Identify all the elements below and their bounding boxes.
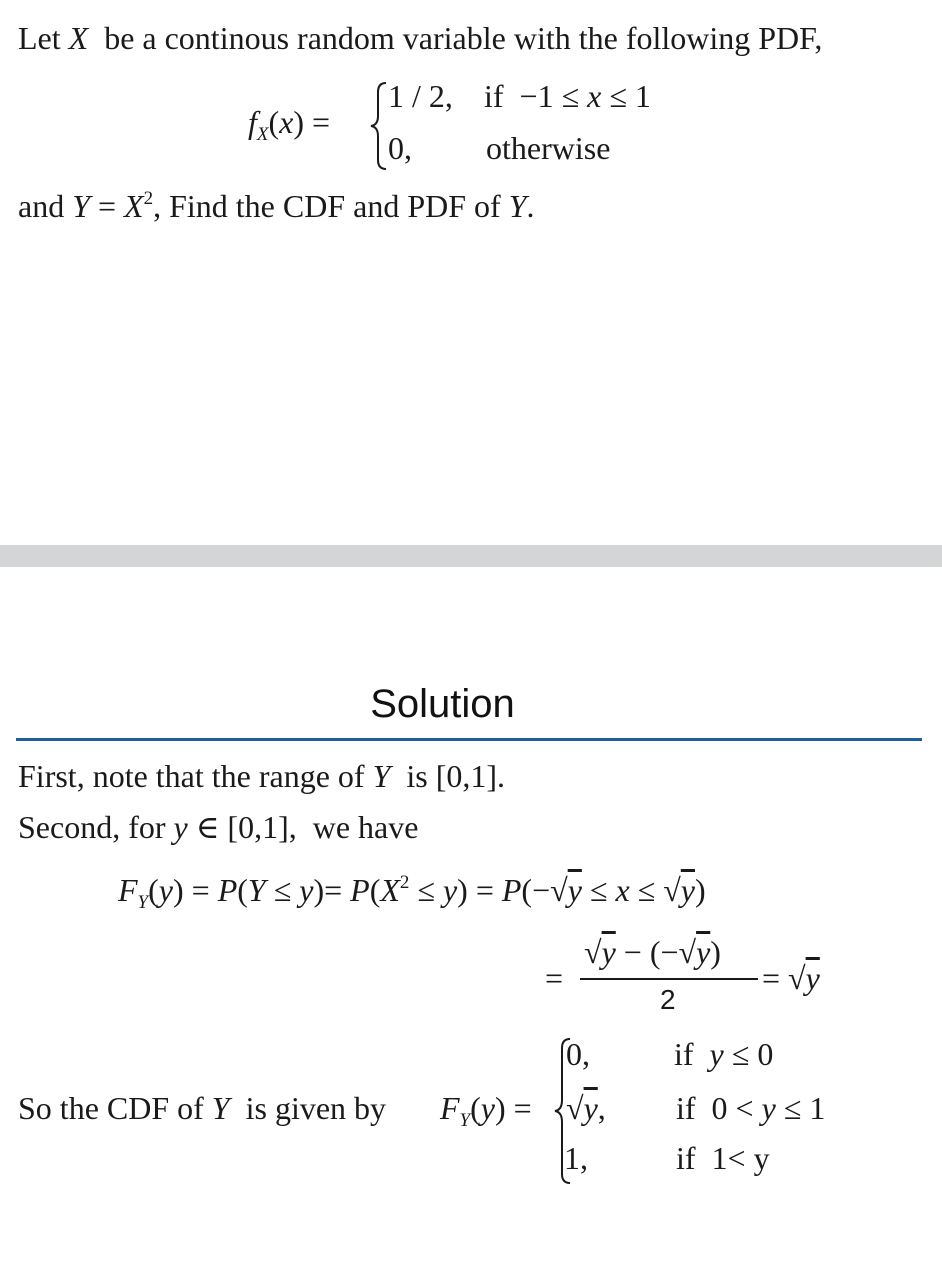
cdf-intro-text: So the CDF of Y is given by (18, 1090, 387, 1126)
fraction-numerator: √y − (−√y) (584, 934, 721, 970)
pdf-left-brace (366, 80, 390, 172)
solution-line2: Second, for y ∈ [0,1], we have (18, 809, 419, 845)
pdf-case1-cond: if −1 ≤ x ≤ 1 (484, 78, 651, 114)
cdf-derivation-eq2-equals: = (545, 960, 564, 996)
fraction-denominator: 2 (660, 984, 676, 1015)
pdf-case2-value: 0, (388, 130, 412, 166)
cdf-case2-cond: if 0 < y ≤ 1 (676, 1090, 826, 1126)
pdf-case1-value: 1 / 2, (388, 78, 453, 114)
problem-question: and $Y = X^2$, Find the CDF and PDF of Y. (18, 188, 535, 224)
problem-intro: Let X be a continous random variable with the following PDF, (18, 20, 823, 56)
solution-title-rule (16, 738, 922, 741)
cdf-case3-value: 1, (564, 1140, 588, 1176)
cdf-lhs: $F_Y(y)$ = (440, 1090, 532, 1131)
solution-line1: First, note that the range of Y is [0,1]. (18, 758, 506, 794)
cdf-case1-value: 0, (566, 1036, 590, 1072)
solution-title: Solution (370, 682, 515, 726)
pdf-lhs: $f_X(x)$ = (248, 104, 331, 145)
fraction-bar (580, 978, 758, 980)
cdf-case3-cond: if 1< y (676, 1140, 770, 1176)
cdf-case2-value: √y, (566, 1090, 606, 1126)
cdf-case1-cond: if y ≤ 0 (674, 1036, 774, 1072)
section-divider (0, 545, 942, 567)
cdf-derivation-eq2-result: = √y (762, 960, 820, 996)
cdf-derivation-eq1: $F_Y(y) = P(Y \le y)= P(X^2 \le y) = P(-√y \le x \le √y)$ (118, 872, 706, 913)
pdf-case2-cond: otherwise (486, 130, 611, 166)
